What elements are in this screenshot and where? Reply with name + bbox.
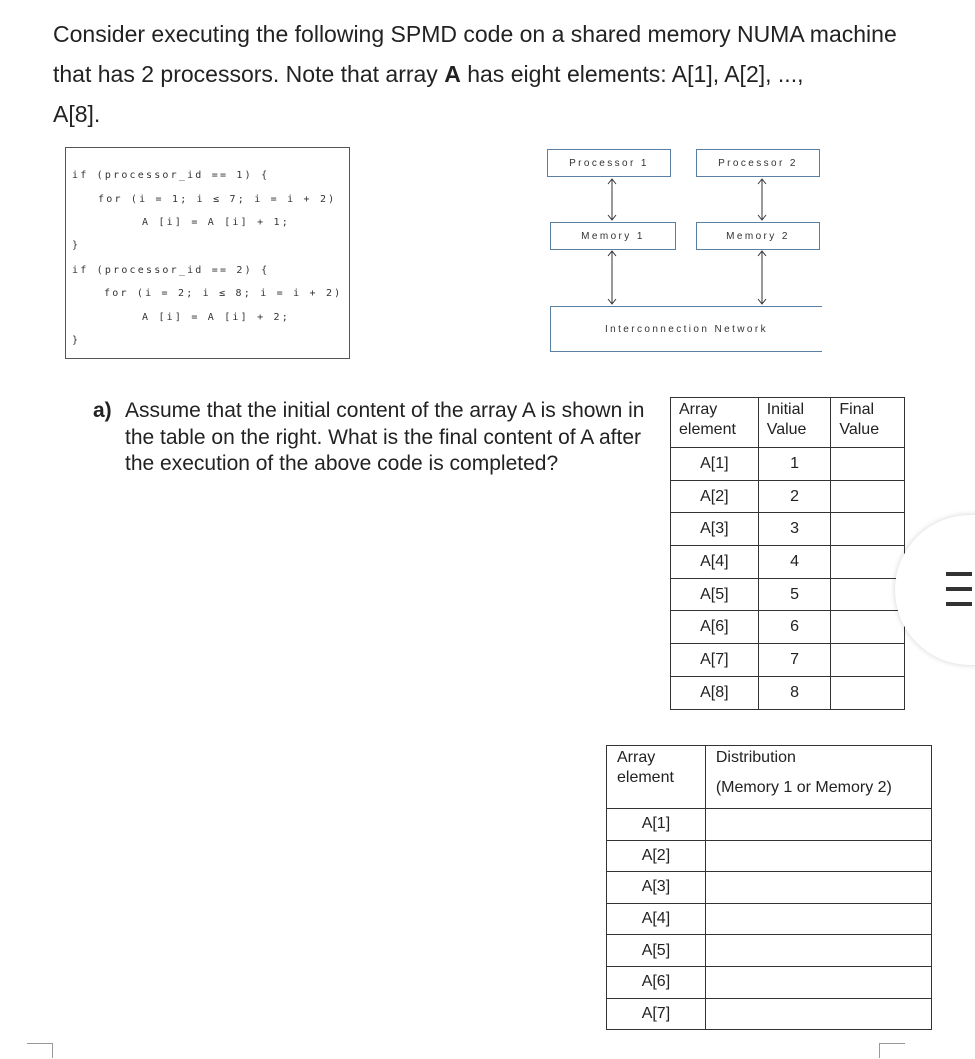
code-line: for (i = 1; i ≤ 7; i = i + 2) <box>98 194 337 205</box>
code-line: for (i = 2; i ≤ 8; i = i + 2) <box>104 288 343 299</box>
element-cell: A[4] <box>671 546 759 579</box>
memory-1-box: Memory 1 <box>550 222 676 250</box>
final-cell[interactable] <box>831 578 905 611</box>
table-header-row <box>607 746 932 809</box>
table-row <box>607 998 932 1030</box>
distribution-cell[interactable] <box>705 903 931 935</box>
table-row <box>671 578 905 611</box>
intro-part3: A[8]. <box>53 101 101 127</box>
table-row <box>607 809 932 841</box>
memory-distribution-table <box>606 745 932 1030</box>
table-row <box>607 903 932 935</box>
code-line: if (processor_id == 1) { <box>72 170 270 181</box>
table-row <box>671 676 905 709</box>
element-cell: A[3] <box>607 872 706 904</box>
table-row <box>607 840 932 872</box>
element-cell: A[1] <box>607 809 706 841</box>
final-cell[interactable] <box>831 644 905 677</box>
distribution-subtitle: (Memory 1 or Memory 2) <box>715 779 892 796</box>
distribution-cell[interactable] <box>705 998 931 1030</box>
distribution-cell[interactable] <box>705 872 931 904</box>
code-line: } <box>72 335 81 346</box>
table-row <box>671 546 905 579</box>
element-cell: A[5] <box>607 935 706 967</box>
initial-cell: 4 <box>758 546 831 579</box>
initial-cell: 8 <box>758 676 831 709</box>
problem-intro <box>53 14 933 134</box>
code-line: A [i] = A [i] + 2; <box>142 312 290 323</box>
header-array-element: Array element <box>671 398 759 448</box>
page-corner-mark-right <box>879 1043 905 1058</box>
header-final-value: Final Value <box>831 398 905 448</box>
element-cell: A[4] <box>607 903 706 935</box>
initial-cell: 6 <box>758 611 831 644</box>
header-distribution <box>705 746 931 809</box>
processor-1-box: Processor 1 <box>547 149 671 177</box>
final-cell[interactable] <box>831 448 905 481</box>
question-a <box>93 398 653 478</box>
initial-final-value-table <box>670 397 905 710</box>
interconnection-network-box: Interconnection Network <box>550 306 822 352</box>
question-text: Assume that the initial content of the array A is shown in the table on the right. What is the final content of A after the execution of the above code is completed? <box>125 399 645 475</box>
table-row <box>671 513 905 546</box>
element-cell: A[1] <box>671 448 759 481</box>
intro-part1: Consider executing the following SPMD code on a shared memory NUMA machine that has 2 processors. Note that array <box>53 21 897 87</box>
intro-part2: has eight elements: A[1], A[2], ..., <box>460 61 804 87</box>
final-cell[interactable] <box>831 611 905 644</box>
distribution-cell[interactable] <box>705 840 931 872</box>
initial-cell: 1 <box>758 448 831 481</box>
header-initial-value: Initial Value <box>758 398 831 448</box>
table-row <box>607 872 932 904</box>
question-letter: a) <box>93 399 112 422</box>
element-cell: A[8] <box>671 676 759 709</box>
table-row <box>671 644 905 677</box>
final-cell[interactable] <box>831 546 905 579</box>
code-line: } <box>72 240 81 251</box>
distribution-cell[interactable] <box>705 809 931 841</box>
table-row <box>671 480 905 513</box>
table-row <box>607 935 932 967</box>
code-line: if (processor_id == 2) { <box>72 265 270 276</box>
final-cell[interactable] <box>831 480 905 513</box>
header-array-element: Array element <box>607 746 706 809</box>
intro-bold-array: A <box>444 61 461 87</box>
element-cell: A[3] <box>671 513 759 546</box>
table-row <box>607 966 932 998</box>
final-cell[interactable] <box>831 676 905 709</box>
menu-icon[interactable] <box>946 572 972 606</box>
element-cell: A[6] <box>671 611 759 644</box>
element-cell: A[2] <box>607 840 706 872</box>
table-header-row <box>671 398 905 448</box>
final-cell[interactable] <box>831 513 905 546</box>
element-cell: A[7] <box>671 644 759 677</box>
code-line: A [i] = A [i] + 1; <box>142 217 290 228</box>
spmd-code-box <box>65 147 350 359</box>
initial-cell: 7 <box>758 644 831 677</box>
element-cell: A[6] <box>607 966 706 998</box>
distribution-cell[interactable] <box>705 935 931 967</box>
table-row <box>671 611 905 644</box>
initial-cell: 2 <box>758 480 831 513</box>
element-cell: A[2] <box>671 480 759 513</box>
initial-cell: 5 <box>758 578 831 611</box>
numa-architecture-diagram <box>540 140 830 360</box>
distribution-cell[interactable] <box>705 966 931 998</box>
table-row <box>671 448 905 481</box>
element-cell: A[7] <box>607 998 706 1030</box>
page-corner-mark-left <box>27 1043 53 1058</box>
processor-2-box: Processor 2 <box>696 149 820 177</box>
initial-cell: 3 <box>758 513 831 546</box>
distribution-title: Distribution <box>715 749 796 766</box>
memory-2-box: Memory 2 <box>696 222 820 250</box>
element-cell: A[5] <box>671 578 759 611</box>
